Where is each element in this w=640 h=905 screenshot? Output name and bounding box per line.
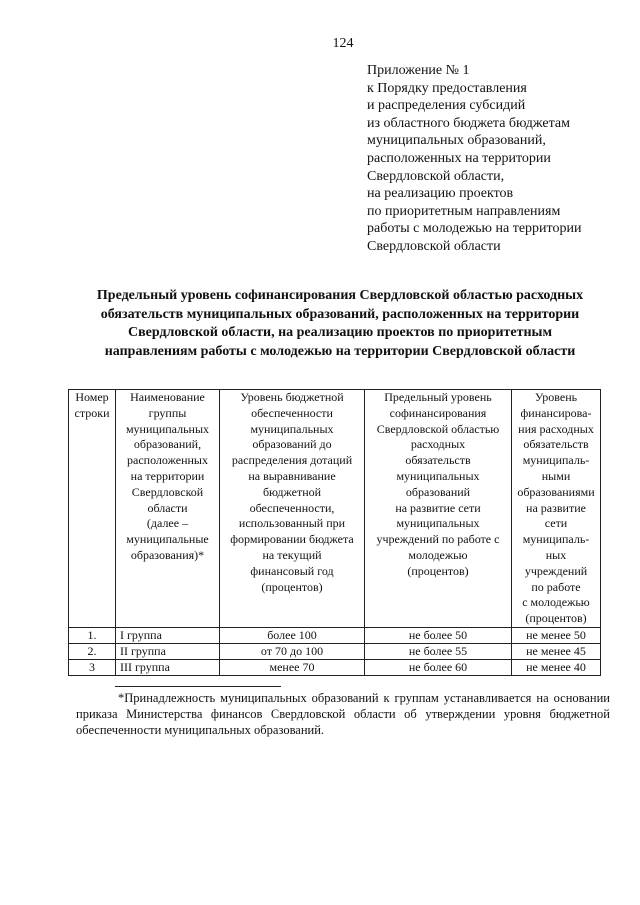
- row-number: 3: [69, 659, 116, 675]
- budget-level: от 70 до 100: [220, 643, 365, 659]
- title-line: Свердловской области, на реализацию проектов по приоритетным: [127, 325, 553, 340]
- row-number: 2.: [69, 643, 116, 659]
- max-cofinancing: не более 55: [365, 643, 512, 659]
- annex-line: к Порядку предоставления: [367, 80, 527, 96]
- annex-line: и распределения субсидий: [367, 98, 526, 114]
- document-title: [60, 287, 620, 361]
- header-municipal-financing: Уровень финансирова- ния расходных обязательств муниципаль- ными образованиями на развитие сети муниципаль- ных учреждений по работе с молодежью (процентов): [512, 390, 601, 628]
- annex-line: на реализацию проектов: [367, 186, 514, 202]
- header-row-number: Номер строки: [69, 390, 116, 628]
- annex-line: из областного бюджета бюджетам: [367, 115, 570, 131]
- header-max-cofinancing: Предельный уровень софинансирования Свердловской областью расходных обязательств муниципальных образований на развитие сети муниципальных учреждений по работе с молодежью (процентов): [365, 390, 512, 628]
- row-number: 1.: [69, 627, 116, 643]
- group-name: III группа: [116, 659, 220, 675]
- group-name: II группа: [116, 643, 220, 659]
- annex-line: Приложение № 1: [367, 63, 470, 78]
- footnote-divider: [115, 686, 281, 687]
- title-line: обязательств муниципальных образований, расположенных на территории: [100, 306, 580, 322]
- group-name: I группа: [116, 627, 220, 643]
- table-row: [69, 659, 601, 675]
- table-header-row: [69, 390, 601, 628]
- budget-level: более 100: [220, 627, 365, 643]
- budget-level: менее 70: [220, 659, 365, 675]
- title-line: направлениям работы с молодежью на территории Свердловской области: [104, 343, 576, 359]
- max-cofinancing: не более 60: [365, 659, 512, 675]
- table-row: [69, 643, 601, 659]
- header-budget-level: Уровень бюджетной обеспеченности муниципальных образований до распределения дотаций на выравнивание бюджетной обеспеченности, использованный при формировании бюджета на текущий финансовый год (процентов): [220, 390, 365, 628]
- annex-line: расположенных на территории: [367, 150, 551, 166]
- municipal-financing: не менее 50: [512, 627, 601, 643]
- municipal-financing: не менее 45: [512, 643, 601, 659]
- header-group-name: Наименование группы муниципальных образований, расположенных на территории Свердловской области (далее – муниципальные образования)*: [116, 390, 220, 628]
- annex-line: по приоритетным направлениям: [367, 203, 561, 219]
- annex-heading: [367, 62, 617, 256]
- footnote: *Принадлежность муниципальных образований к группам устанавливается на основании приказа Министерства финансов Свердловской области об утверждении уровня бюджетной обеспеченности муниципальных образований.: [76, 691, 610, 737]
- max-cofinancing: не более 50: [365, 627, 512, 643]
- municipal-financing: не менее 40: [512, 659, 601, 675]
- table-row: [69, 627, 601, 643]
- title-line: Предельный уровень софинансирования Свердловской областью расходных: [96, 288, 584, 303]
- annex-line: муниципальных образований,: [367, 133, 546, 149]
- annex-line: Свердловской области,: [367, 168, 505, 184]
- annex-line: Свердловской области: [367, 238, 501, 254]
- page-number: 124: [332, 36, 354, 51]
- cofinancing-table: [68, 389, 601, 676]
- annex-line: работы с молодежью на территории: [367, 221, 582, 237]
